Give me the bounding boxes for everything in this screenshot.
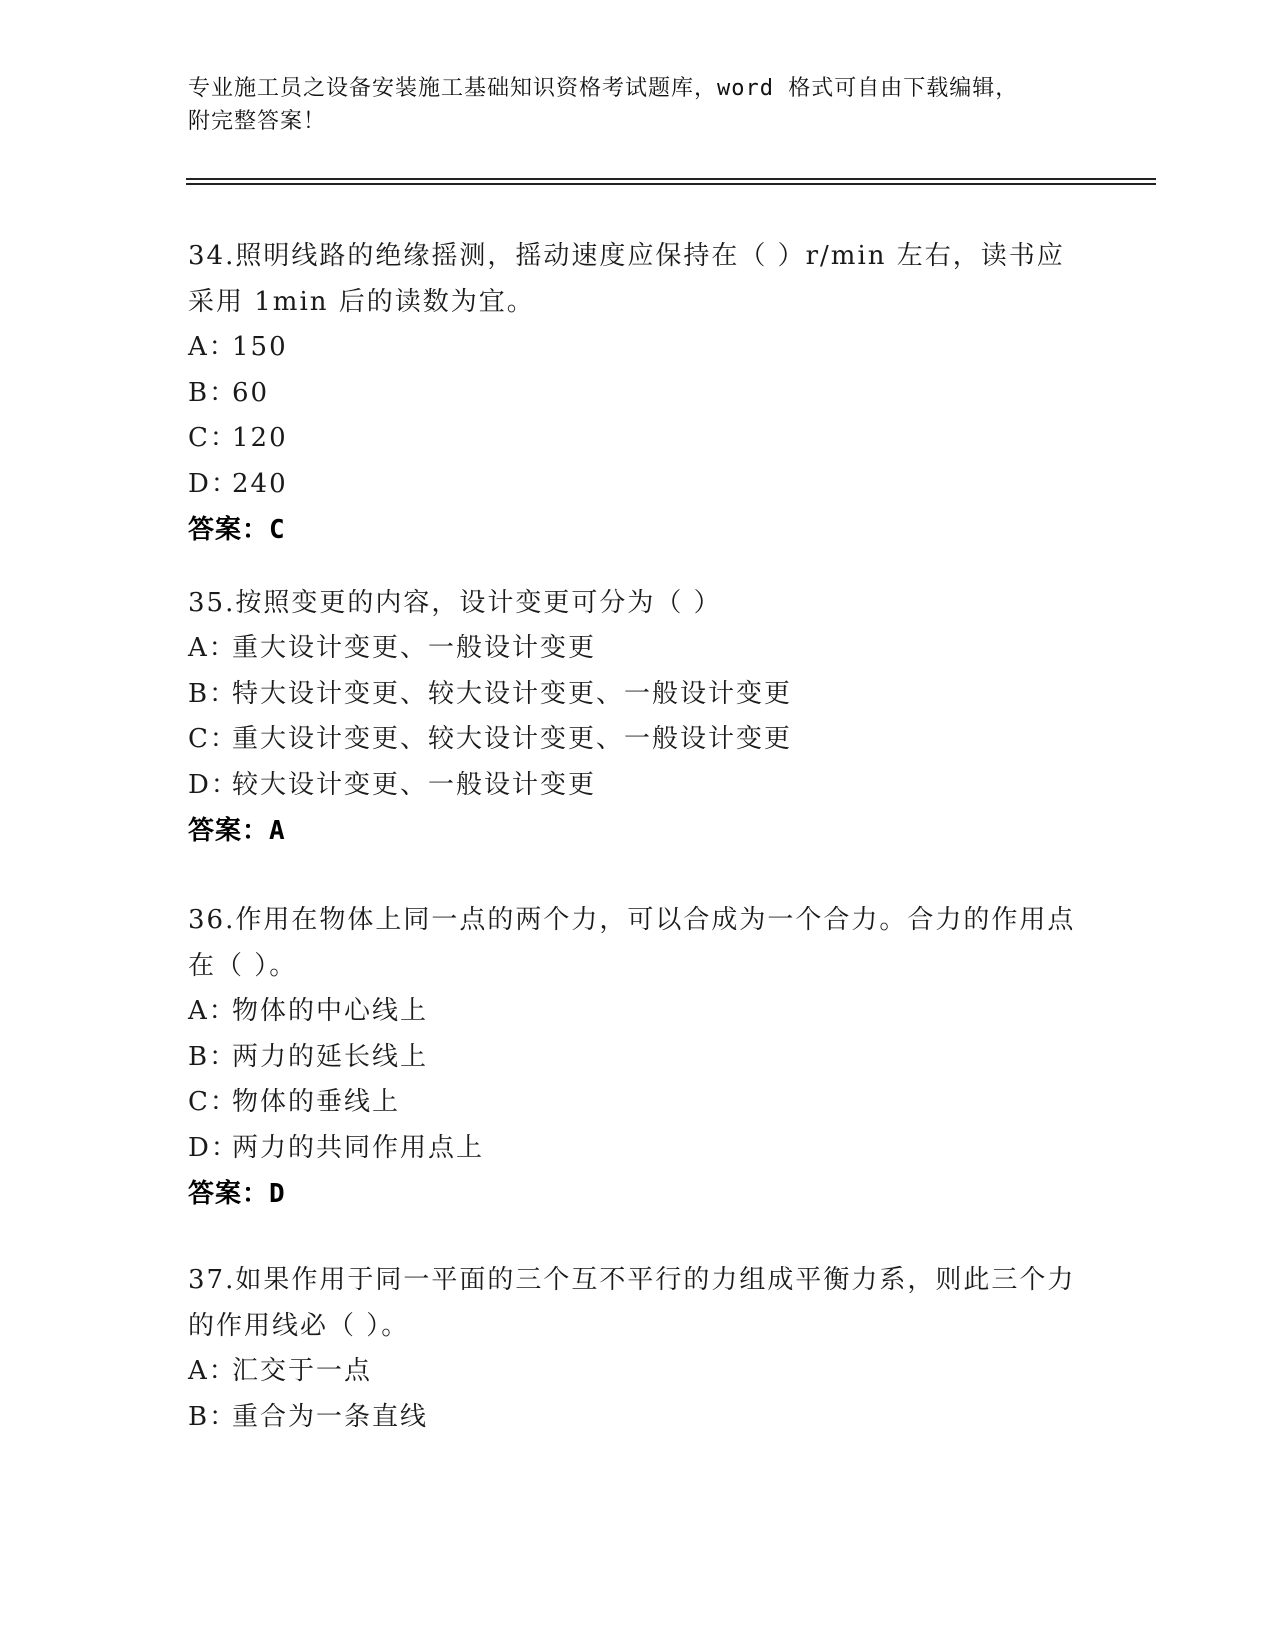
option-text: 较大设计变更、一般设计变更 — [232, 769, 597, 800]
answer-line — [188, 507, 1088, 553]
option-letter: B： — [188, 1041, 238, 1072]
question-text: 34.照明线路的绝缘摇测，摇动速度应保持在（ ）r/min 左右，读书应采用 1min 后的读数为宜。 — [188, 241, 1065, 317]
question-34 — [188, 233, 1088, 553]
option-text: 特大设计变更、较大设计变更、一般设计变更 — [232, 678, 793, 709]
option-a — [188, 1349, 1088, 1395]
answer-line — [188, 1171, 1088, 1217]
document-header — [188, 72, 1088, 138]
header-divider-bottom — [186, 183, 1156, 185]
option-a — [188, 989, 1088, 1035]
option-text: 重大设计变更、一般设计变更 — [232, 633, 597, 663]
option-c — [188, 416, 1088, 462]
option-letter: B： — [188, 377, 238, 408]
option-b — [188, 672, 1088, 718]
option-letter: B： — [188, 1401, 238, 1432]
option-text: 物体的垂线上 — [232, 1087, 401, 1117]
answer-value: A — [269, 816, 286, 846]
answer-value: D — [269, 1179, 286, 1209]
option-c — [188, 1080, 1088, 1126]
option-letter: C： — [188, 724, 238, 754]
question-text: 37.如果作用于同一平面的三个互不平行的力组成平衡力系，则此三个力的作用线必（ ）。 — [188, 1265, 1076, 1341]
option-text: 240 — [232, 468, 288, 499]
option-d — [188, 763, 1088, 809]
option-text: 两力的延长线上 — [232, 1041, 429, 1072]
question-text: 35.按照变更的内容，设计变更可分为（ ） — [188, 588, 722, 618]
header-line-1: 专业施工员之设备安装施工基础知识资格考试题库，word 格式可自由下载编辑， — [188, 76, 1019, 101]
option-text: 重大设计变更、较大设计变更、一般设计变更 — [232, 724, 793, 754]
question-36 — [188, 897, 1088, 1217]
option-text: 120 — [232, 423, 288, 453]
answer-label: 答案： — [188, 515, 270, 545]
question-35 — [188, 580, 1088, 854]
answer-value: C — [269, 515, 286, 545]
option-a — [188, 325, 1088, 371]
option-letter: A： — [188, 332, 237, 362]
option-text: 物体的中心线上 — [232, 996, 429, 1026]
option-letter: A： — [188, 633, 237, 663]
option-text: 两力的共同作用点上 — [232, 1132, 485, 1163]
option-b — [188, 1395, 1088, 1441]
option-letter: A： — [188, 996, 237, 1026]
question-37 — [188, 1257, 1088, 1440]
option-text: 150 — [232, 332, 288, 362]
option-b — [188, 1035, 1088, 1081]
option-text: 汇交于一点 — [232, 1356, 373, 1386]
answer-label: 答案： — [188, 816, 270, 846]
option-text: 重合为一条直线 — [232, 1401, 429, 1432]
question-text: 36.作用在物体上同一点的两个力，可以合成为一个合力。合力的作用点在（ ）。 — [188, 905, 1076, 981]
header-divider-top — [186, 178, 1156, 180]
option-letter: C： — [188, 423, 238, 453]
answer-line — [188, 808, 1088, 854]
option-letter: D： — [188, 1132, 239, 1163]
option-letter: A： — [188, 1356, 237, 1386]
option-d — [188, 462, 1088, 508]
option-letter: B： — [188, 678, 238, 709]
option-b — [188, 371, 1088, 417]
option-letter: D： — [188, 468, 239, 499]
option-letter: C： — [188, 1087, 238, 1117]
option-letter: D： — [188, 769, 239, 800]
option-c — [188, 717, 1088, 763]
option-d — [188, 1126, 1088, 1172]
answer-label: 答案： — [188, 1179, 270, 1209]
option-a — [188, 626, 1088, 672]
header-line-2: 附完整答案！ — [188, 109, 327, 134]
option-text: 60 — [232, 377, 270, 408]
